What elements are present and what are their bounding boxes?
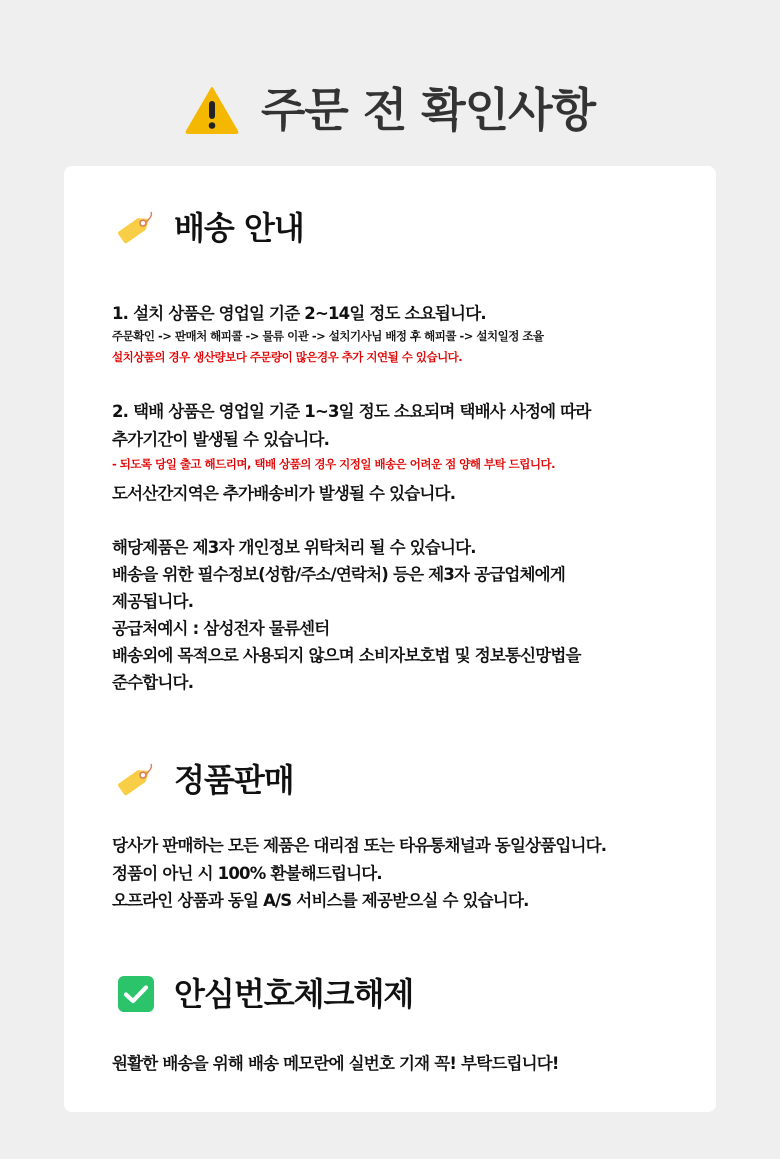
supplier-example-text: 공급처예시 : 삼성전자 물류센터 [112, 619, 330, 638]
privacy-text-3: 제공됩니다. [112, 592, 194, 611]
genuine-text-3: 오프라인 상품과 동일 A/S 서비스를 제공받으실 수 있습니다. [112, 891, 529, 910]
genuine-section-header [116, 760, 294, 800]
install-delay-notice: 설치상품의 경우 생산량보다 주문량이 많은경우 추가 지연될 수 있습니다. [112, 350, 463, 364]
price-tag-icon [116, 760, 156, 800]
privacy-text-6: 준수합니다. [112, 673, 194, 692]
privacy-text-2: 배송을 위한 필수정보(성함/주소/연락처) 등은 제3자 공급업체에게 [112, 565, 565, 584]
parcel-delivery-text: 2. 택배 상품은 영업일 기준 1~3일 정도 소요되며 택배사 사정에 따라 [112, 402, 591, 421]
safe-number-section-header [116, 974, 413, 1014]
check-box-icon [116, 974, 156, 1014]
install-flow-text: 주문확인 -> 판매처 해피콜 -> 물류 이관 -> 설치기사님 배정 후 해피콜 -> 설치일정 조율 [112, 329, 544, 343]
shipping-section-title: 배송 안내 [174, 209, 304, 247]
genuine-text-2: 정품이 아닌 시 100% 환불해드립니다. [112, 864, 382, 883]
warning-icon [185, 86, 239, 134]
genuine-text-1: 당사가 판매하는 모든 제품은 대리점 또는 타유통채널과 동일상품입니다. [112, 836, 607, 855]
shipping-section-header [116, 208, 304, 248]
notice-card [64, 166, 716, 1112]
remote-area-text: 도서산간지역은 추가배송비가 발생될 수 있습니다. [112, 484, 456, 503]
parcel-date-notice: - 되도록 당일 출고 해드리며, 택배 상품의 경우 지정일 배송은 어려운 점 양해 부탁 드립니다. [112, 457, 555, 471]
page-title: 주문 전 확인사항 [260, 83, 596, 137]
price-tag-icon [116, 208, 156, 248]
safe-number-text: 원활한 배송을 위해 배송 메모란에 실번호 기재 꼭! 부탁드립니다! [112, 1054, 559, 1073]
install-delivery-text: 1. 설치 상품은 영업일 기준 2~14일 정도 소요됩니다. [112, 304, 486, 323]
page-header [0, 72, 780, 148]
privacy-text-1: 해당제품은 제3자 개인정보 위탁처리 될 수 있습니다. [112, 538, 476, 557]
genuine-section-title: 정품판매 [174, 761, 294, 799]
safe-number-section-title: 안심번호체크해제 [174, 975, 414, 1013]
privacy-text-5: 배송외에 목적으로 사용되지 않으며 소비자보호법 및 정보통신망법을 [112, 646, 581, 665]
parcel-delivery-text-cont: 추가기간이 발생될 수 있습니다. [112, 430, 330, 449]
